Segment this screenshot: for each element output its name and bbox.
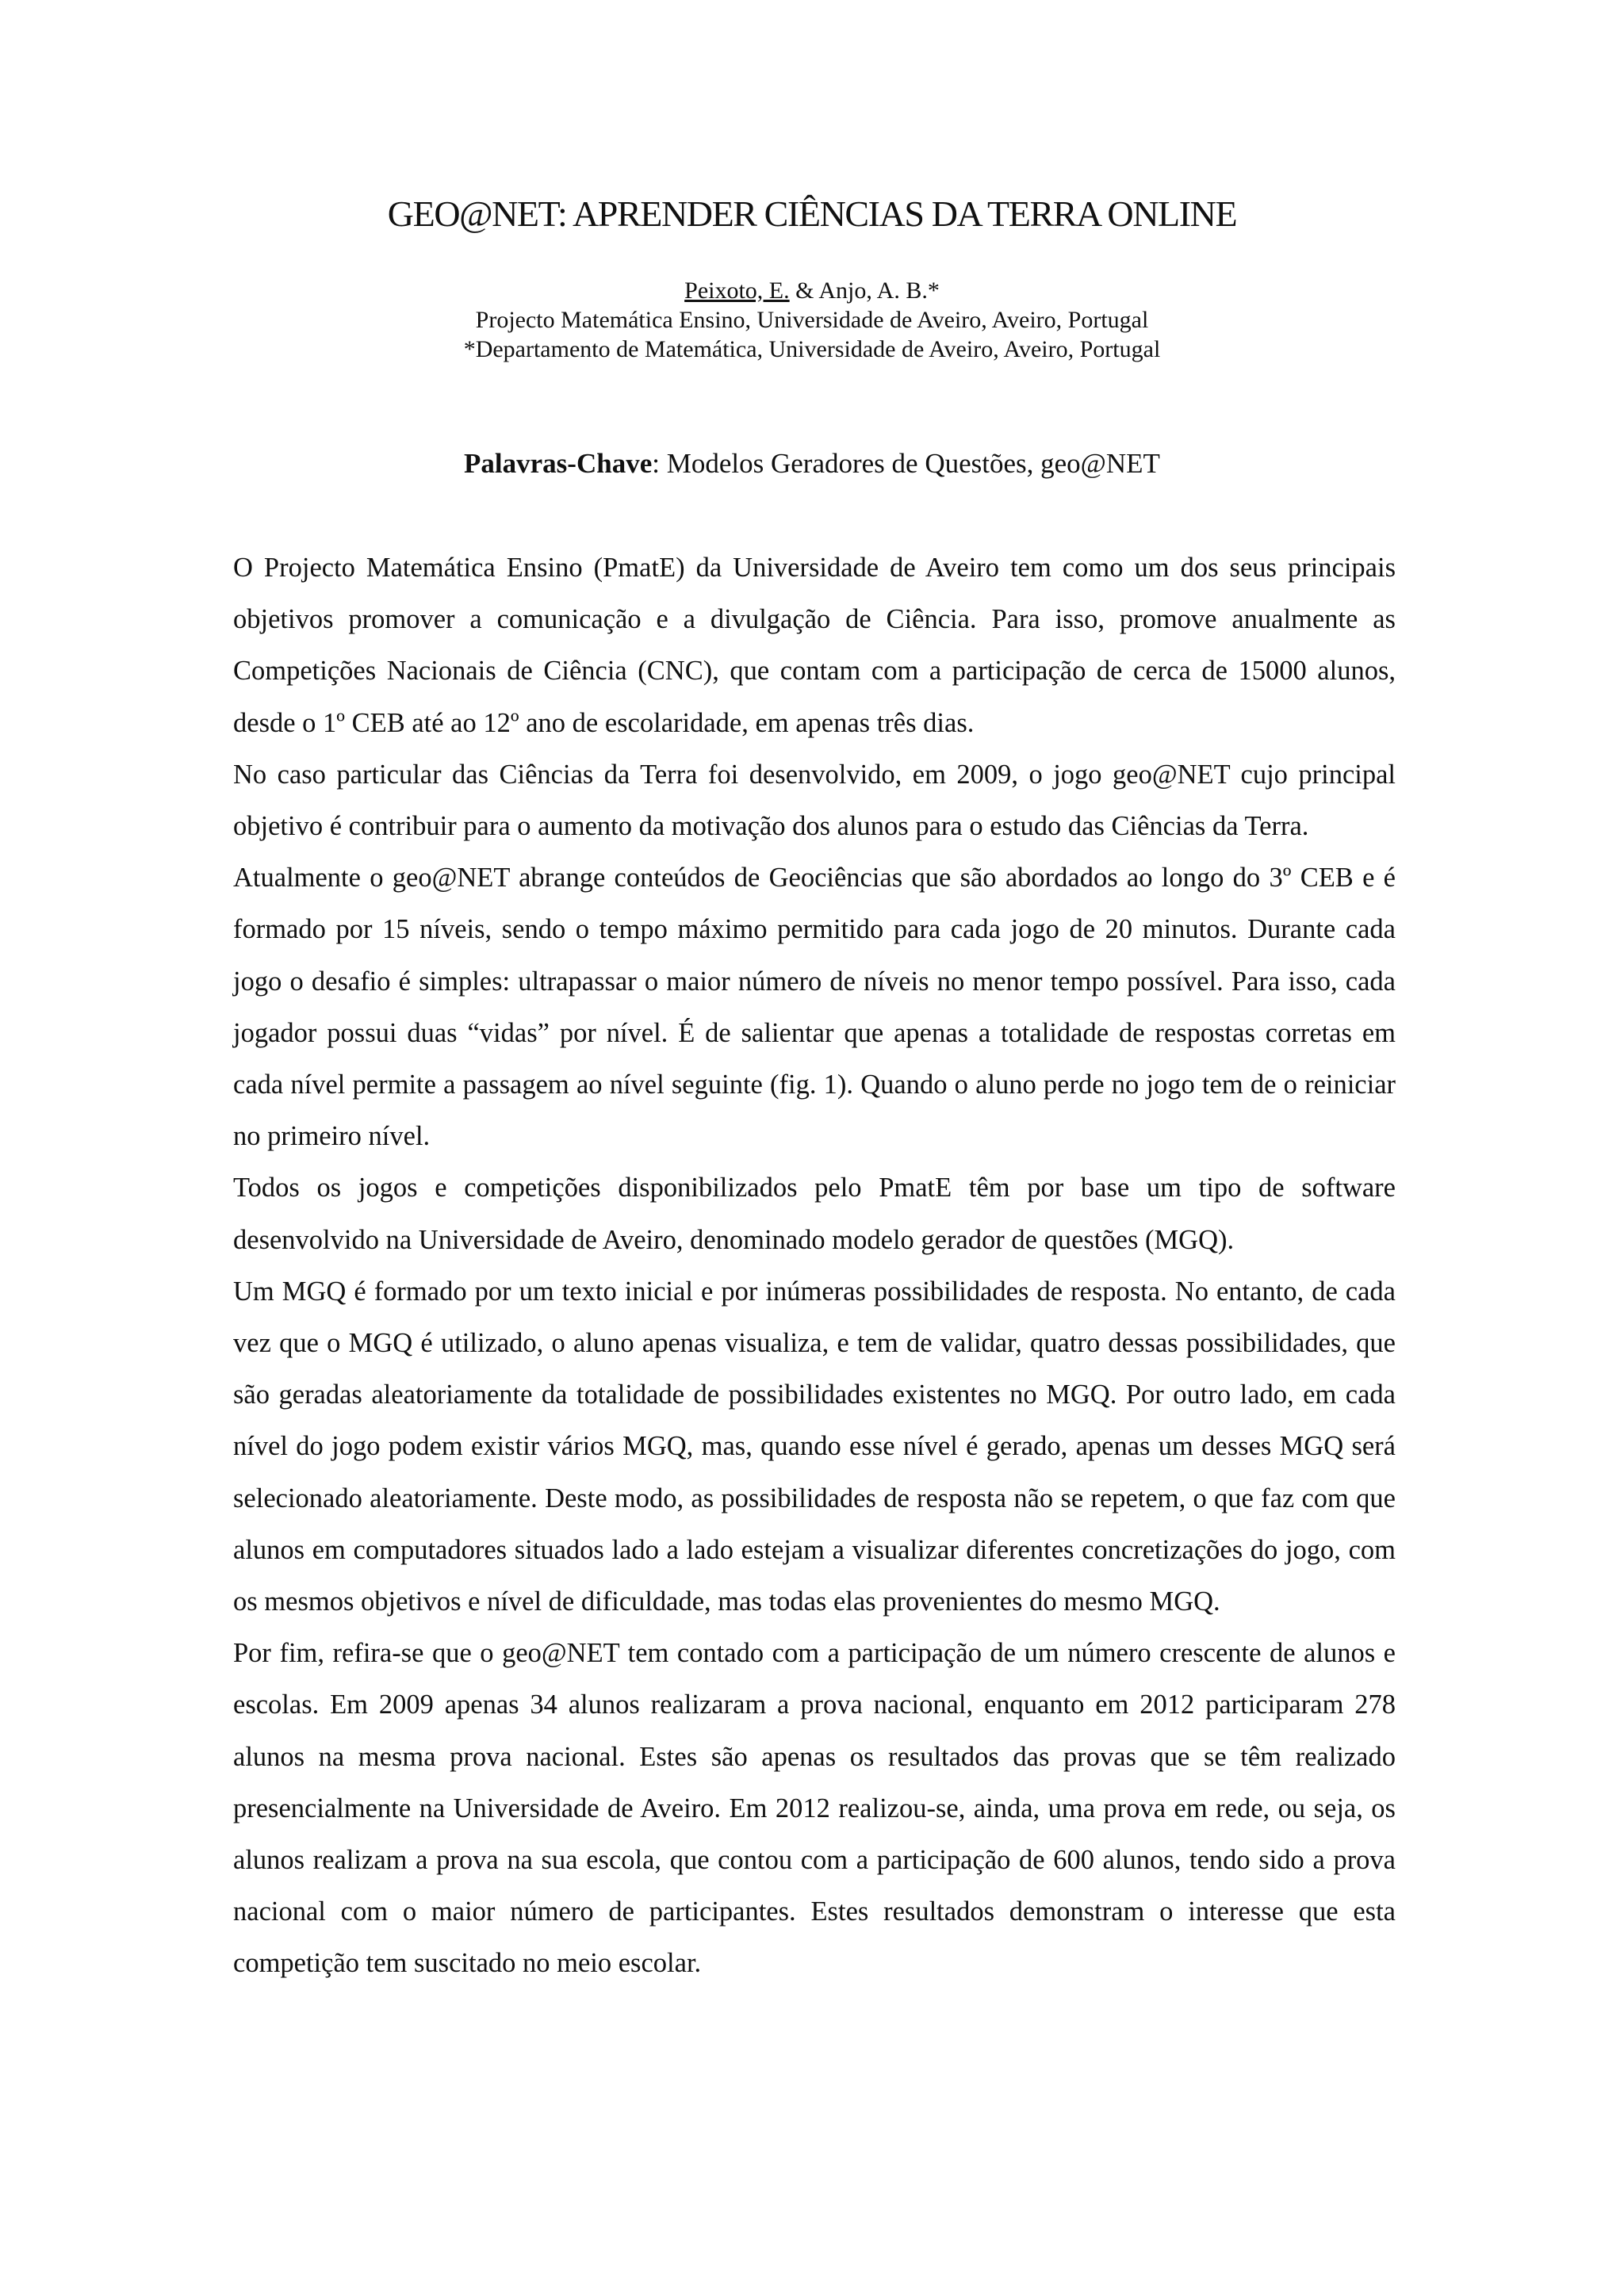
paragraph-6: Por fim, refira-se que o geo@NET tem contado com a participação de um número crescente de alunos e escolas. Em 2009 apenas 34 alunos realizaram a prova nacional, enquanto em 2012 participaram 278 alunos na mesma prova nacional. Estes são apenas os resultados das provas que se têm realizado presencialmente na Universidade de Aveiro. Em 2012 realizou-se, ainda, uma prova em rede, ou seja, os alunos realizam a prova na sua escola, que contou com a participação de 600 alunos, tendo sido a prova nacional com o maior número de participantes. Estes resultados demonstram o interesse que esta competição tem suscitado no meio escolar. <box>233 1638 1396 1979</box>
paragraph-1: O Projecto Matemática Ensino (PmatE) da Universidade de Aveiro tem como um dos seus principais objetivos promover a comunicação e a divulgação de Ciência. Para isso, promove anualmente as Competições Nacionais de Ciência (CNC), que contam com a participação de cerca de 15000 alunos, desde o 1º CEB até ao 12º ano de escolaridade, em apenas três dias. <box>233 553 1396 738</box>
keywords-line <box>0 446 1624 481</box>
paragraph-4: Todos os jogos e competições disponibilizados pelo PmatE têm por base um tipo de software desenvolvido na Universidade de Aveiro, denominado modelo gerador de questões (MGQ). <box>233 1173 1396 1255</box>
paragraph-3: Atualmente o geo@NET abrange conteúdos de Geociências que são abordados ao longo do 3º CEB e é formado por 15 níveis, sendo o tempo máximo permitido para cada jogo de 20 minutos. Durante cada jogo o desafio é simples: ultrapassar o maior número de níveis no menor tempo possível. Para isso, cada jogador possui duas “vidas” por nível. É de salientar que apenas a totalidade de respostas corretas em cada nível permite a passagem ao nível seguinte (fig. 1). Quando o aluno perde no jogo tem de o reiniciar no primeiro nível. <box>233 863 1396 1152</box>
keywords-text: Modelos Geradores de Questões, geo@NET <box>666 448 1160 479</box>
body-text <box>233 542 1396 1990</box>
paper-title: GEO@NET: APRENDER CIÊNCIAS DA TERRA ONLINE <box>387 193 1237 234</box>
author-block <box>0 276 1624 364</box>
paragraph-5: Um MGQ é formado por um texto inicial e por inúmeras possibilidades de resposta. No entanto, de cada vez que o MGQ é utilizado, o aluno apenas visualiza, e tem de validar, quatro dessas possibilidades, que são geradas aleatoriamente da totalidade de possibilidades existentes no MGQ. Por outro lado, em cada nível do jogo podem existir vários MGQ, mas, quando esse nível é gerado, apenas um desses MGQ será selecionado aleatoriamente. Deste modo, as possibilidades de resposta não se repetem, o que faz com que alunos em computadores situados lado a lado estejam a visualizar diferentes concretizações do jogo, com os mesmos objetivos e nível de dificuldade, mas todas elas provenientes do mesmo MGQ. <box>233 1276 1396 1617</box>
affiliation-1: Projecto Matemática Ensino, Universidade de Aveiro, Aveiro, Portugal <box>475 307 1149 333</box>
first-author: Peixoto, E. <box>684 277 790 304</box>
keywords-separator: : <box>652 448 667 479</box>
other-authors: & Anjo, A. B.* <box>789 277 940 304</box>
author-line <box>0 276 1624 305</box>
paragraph-2: No caso particular das Ciências da Terra foi desenvolvido, em 2009, o jogo geo@NET cujo principal objetivo é contribuir para o aumento da motivação dos alunos para o estudo das Ciências da Terra. <box>233 759 1396 842</box>
keywords-label: Palavras-Chave <box>464 448 653 479</box>
affiliation-2: *Departamento de Matemática, Universidade de Aveiro, Aveiro, Portugal <box>463 336 1161 362</box>
